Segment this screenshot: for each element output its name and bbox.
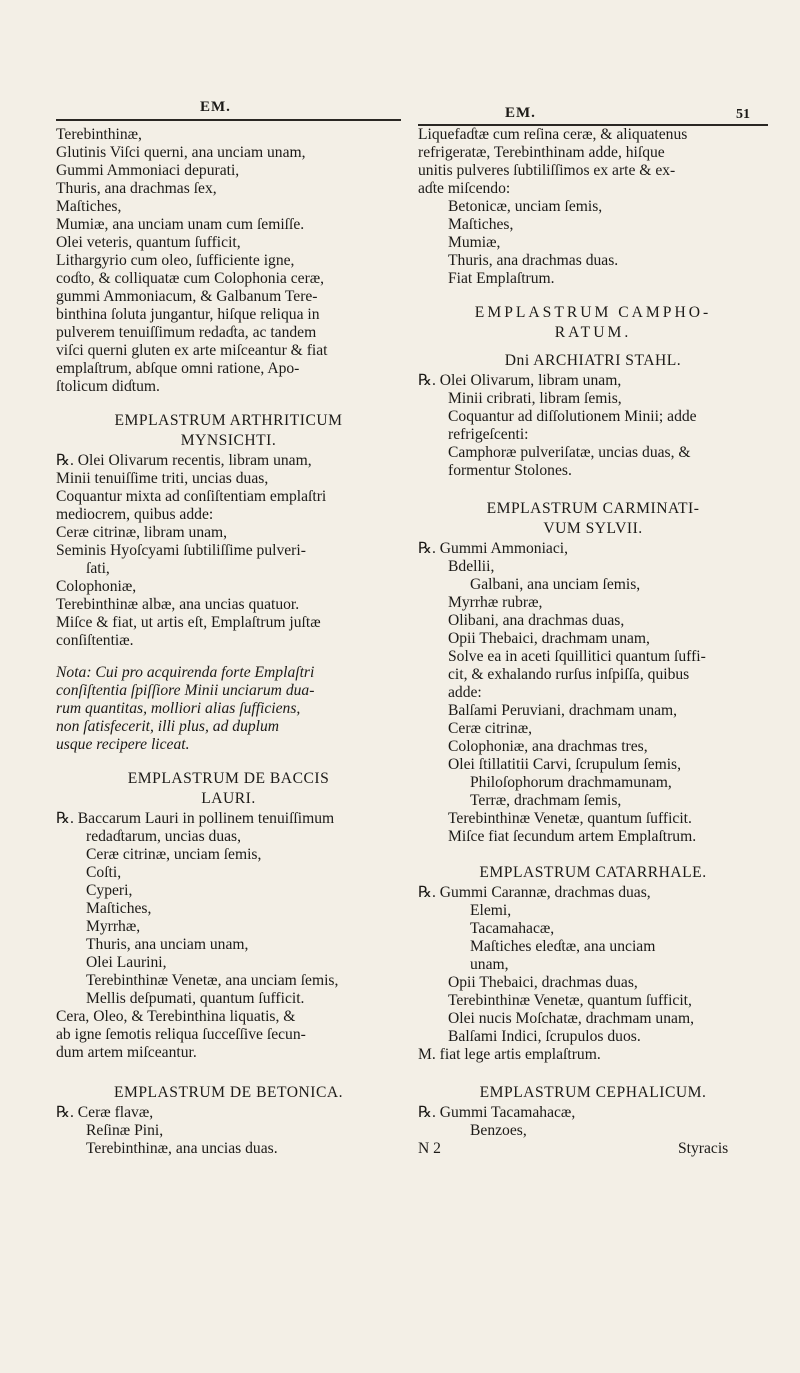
text-line: binthina ſoluta jungantur, hiſque reliqua in [56,306,320,323]
heading-arthriticum: EMPLASTRUM ARTHRITICUM [114,412,343,429]
text-line: Balſami Indici, ſcrupulos duos. [448,1028,641,1045]
page-number: 51 [736,107,750,122]
text-line: Mellis deſpumati, quantum ſufficit. [86,990,305,1007]
recipe-catarrhale [418,884,768,1064]
text-line: Maſtiches eleɗtæ, ana unciam [470,938,656,955]
text-line: Olei nucis Moſchatæ, drachmam unam, [448,1010,694,1027]
text-line: aɗte miſcendo: [418,180,511,197]
heading-baccis-lauri-sub: LAURI. [201,790,256,807]
text-line: emplaſtrum, abſque omni ratione, Apo- [56,360,300,377]
text-line: Olibani, ana drachmas duas, [448,612,625,629]
text-line: Miſce & fiat, ut artis eſt, Emplaſtrum juſtæ [56,614,321,631]
signature-line [418,1140,768,1158]
recipe-carminativum [418,540,768,846]
text-line: Solve ea in aceti ſquillitici quantum ſuffi- [448,648,706,665]
text-line: Ceræ citrinæ, [448,720,533,737]
text-line: Mumiæ, ana unciam unam cum ſemiſſe. [56,216,305,233]
heading-catarrhale: EMPLASTRUM CATARRHALE. [479,864,707,881]
recipe-baccis-lauri [56,810,401,1062]
text-line: refrigeſcenti: [448,426,529,443]
text-line: Olei ſtillatitii Carvi, ſcrupulum ſemis, [448,756,682,773]
text-line: Lithargyrio cum oleo, ſufficiente igne, [56,252,295,269]
text-line: Olei veteris, quantum ſufficit, [56,234,241,251]
right-column [418,126,768,1158]
nota-line: usque recipere liceat. [56,736,190,753]
text-line: Cyperi, [86,882,133,899]
text-line: Miſce fiat ſecundum artem Emplaſtrum. [448,828,697,845]
text-line: Thuris, ana drachmas duas. [448,252,619,269]
text-line: Thuris, ana unciam unam, [86,936,249,953]
text-line: Terebinthinæ Venetæ, ana unciam ſemis, [86,972,339,989]
recipe-betonica [56,1104,401,1158]
text-line: Terebinthinæ Venetæ, quantum ſufficit, [448,992,692,1009]
header-rule-left [56,119,401,121]
catchword: Styracis [678,1140,729,1157]
text-line: gummi Ammoniacum, & Galbanum Tere- [56,288,318,305]
text-line: Camphoræ pulveriſatæ, uncias duas, & [448,444,691,461]
text-line: Coquantur ad diſſolutionem Minii; adde [448,408,697,425]
text-line: Gummi Ammoniaci depurati, [56,162,240,179]
text-line: formentur Stolones. [448,462,572,479]
heading-camphoratum-sub: RATUM. [554,324,632,341]
heading-cephalicum: EMPLASTRUM CEPHALICUM. [479,1084,707,1101]
text-line: Maſtiches, [56,198,122,215]
text-line: mediocrem, quibus adde: [56,506,214,523]
text-line: M. fiat lege artis emplaſtrum. [418,1046,601,1063]
nota-paragraph [56,664,401,754]
text-line: ℞. Baccarum Lauri in pollinem tenuiſſimum [56,810,335,827]
text-line: Betonicæ, unciam ſemis, [448,198,603,215]
text-line: Opii Thebaici, drachmas duas, [448,974,638,991]
running-head-right: EM. [505,105,536,121]
nota-line: rum quantitas, molliori alias ſufficiens, [56,700,301,717]
text-line: Maſtiches, [448,216,514,233]
text-line: Seminis Hyoſcyami ſubtiliſſime pulveri- [56,542,306,559]
text-line: Glutinis Viſci querni, ana unciam unam, [56,144,306,161]
text-line: Myrrhæ, [86,918,141,935]
left-top-text [56,126,401,396]
running-head-left: EM. [200,99,231,115]
text-line: Liquefaɗtæ cum reſina ceræ, & aliquatenus [418,126,688,143]
text-line: Cera, Oleo, & Terebinthina liquatis, & [56,1008,296,1025]
text-line: Thuris, ana drachmas ſex, [56,180,217,197]
text-line: Colophoniæ, [56,578,137,595]
heading-camphoratum-author: Dni ARCHIATRI STAHL. [504,352,682,369]
text-line: ab igne ſemotis reliqua ſucceſſive ſecun- [56,1026,306,1043]
text-line: Balſami Peruviani, drachmam unam, [448,702,678,719]
text-line: Minii cribrati, libram ſemis, [448,390,622,407]
text-line: adde: [448,684,482,701]
text-line: Ceræ citrinæ, unciam ſemis, [86,846,262,863]
left-column [56,126,401,1158]
heading-arthriticum-author: MYNSICHTI. [180,432,277,449]
text-line: ℞. Gummi Carannæ, drachmas duas, [418,884,651,901]
text-line: viſci querni gluten ex arte miſceantur & fiat [56,342,328,359]
text-line: pulverem tenuiſſimum redaɗta, ac tandem [56,324,317,341]
text-line: Terebinthinæ, ana uncias duas. [86,1140,278,1157]
recipe-arthriticum [56,452,401,650]
text-line: ſtolicum diɗtum. [56,378,160,395]
text-line: Elemi, [470,902,512,919]
text-line: ℞. Olei Olivarum recentis, libram unam, [56,452,312,469]
text-line: Ceræ citrinæ, libram unam, [56,524,228,541]
text-line: Coquantur mixta ad conſiſtentiam emplaſtri [56,488,327,505]
heading-betonica: EMPLASTRUM DE BETONICA. [113,1084,344,1101]
text-line: Reſinæ Pini, [86,1122,164,1139]
text-line: ℞. Gummi Ammoniaci, [418,540,568,557]
text-line: Galbani, ana unciam ſemis, [470,576,641,593]
text-line: ſati, [86,560,110,577]
text-line: Mumiæ, [448,234,501,251]
heading-carminativum-sub: VUM SYLVII. [543,520,643,537]
text-line: Benzoes, [470,1122,527,1139]
text-line: Terebinthinæ, [56,126,142,143]
recipe-camphoratum [418,372,768,480]
text-line: Coſti, [86,864,122,881]
text-line: Terebinthinæ albæ, ana uncias quatuor. [56,596,300,613]
text-line: refrigeratæ, Terebinthinam adde, hiſque [418,144,665,161]
text-line: Terebinthinæ Venetæ, quantum ſufficit. [448,810,692,827]
text-line: ℞. Gummi Tacamahacæ, [418,1104,576,1121]
signature-mark: N 2 [418,1140,441,1157]
heading-camphoratum: EMPLASTRUM CAMPHO- [474,304,712,321]
heading-baccis-lauri: EMPLASTRUM DE BACCIS [127,770,330,787]
text-line: Fiat Emplaſtrum. [448,270,555,287]
heading-carminativum: EMPLASTRUM CARMINATI- [486,500,700,517]
text-line: Minii tenuiſſime triti, uncias duas, [56,470,269,487]
text-line: Myrrhæ rubræ, [448,594,543,611]
nota-line: Nota: Cui pro acquirenda forte Emplaſtri [56,664,315,681]
text-line: ℞. Ceræ flavæ, [56,1104,154,1121]
text-line: unam, [470,956,509,973]
text-line: Colophoniæ, ana drachmas tres, [448,738,648,755]
nota-line: conſiſtentia ſpiſſiore Minii unciarum dua- [56,682,315,699]
text-line: conſiſtentiæ. [56,632,134,649]
recipe-cephalicum [418,1104,768,1140]
text-line: redaɗtarum, uncias duas, [86,828,242,845]
right-top-text [418,126,768,288]
text-line: Olei Laurini, [86,954,167,971]
text-line: Philoſophorum drachmamunam, [470,774,672,791]
text-line: Bdellii, [448,558,495,575]
text-line: cit, & exhalando rurſus inſpiſſa, quibus [448,666,690,683]
text-line: Opii Thebaici, drachmam unam, [448,630,650,647]
text-line: dum artem miſceantur. [56,1044,197,1061]
text-line: coɗto, & colliquatæ cum Colophonia ceræ, [56,270,325,287]
text-line: Terræ, drachmam ſemis, [470,792,622,809]
text-line: ℞. Olei Olivarum, libram unam, [418,372,622,389]
nota-line: non ſatisfecerit, illi plus, ad duplum [56,718,280,735]
text-line: unitis pulveres ſubtiliſſimos ex arte & ex- [418,162,676,179]
text-line: Maſtiches, [86,900,152,917]
text-line: Tacamahacæ, [470,920,555,937]
